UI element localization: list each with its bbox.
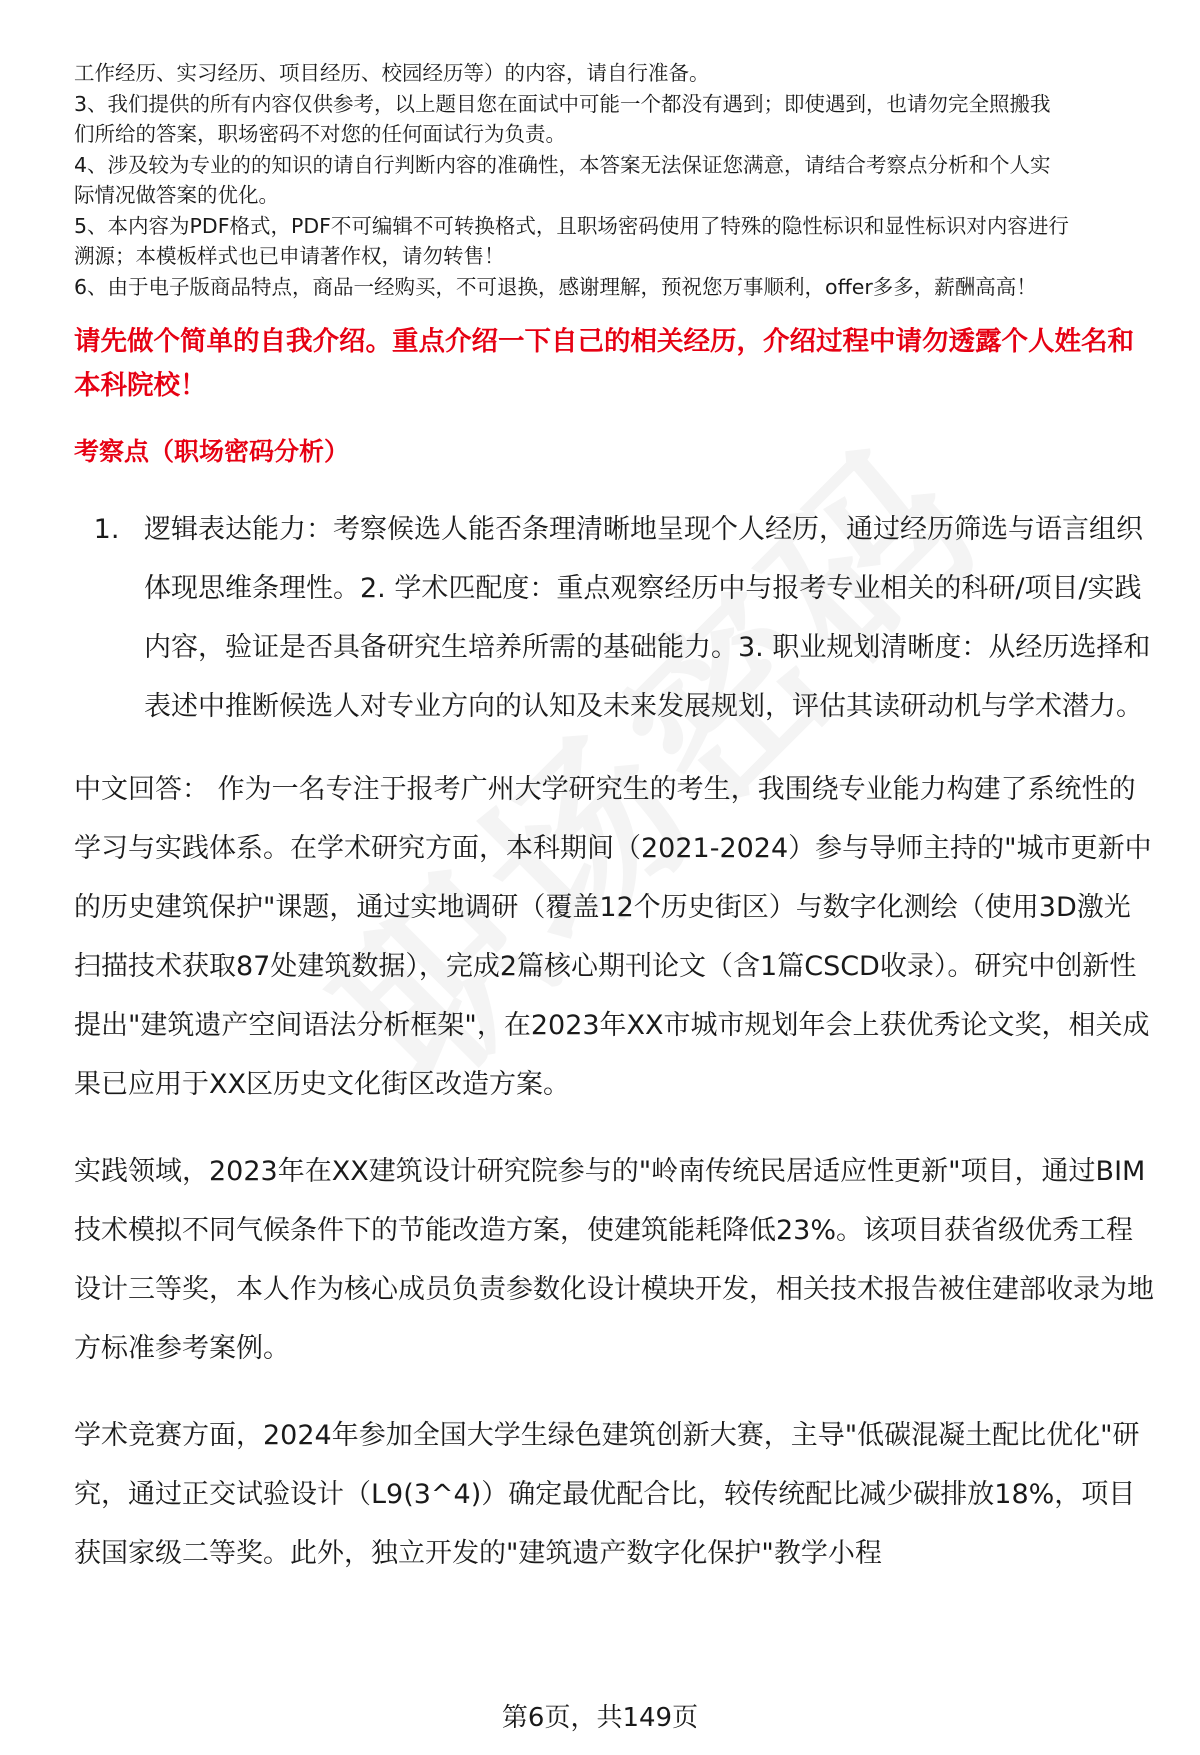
notice-line: 6、由于电子版商品特点，商品一经购买，不可退换，感谢理解，预祝您万事顺利，offer多多，薪酬高高！ — [74, 274, 1037, 299]
notice-line: 际情况做答案的优化。 — [74, 183, 279, 207]
notice-block — [74, 58, 1156, 302]
notice-line: 工作经历、实习经历、项目经历、校园经历等）的内容，请自行准备。 — [74, 61, 710, 85]
notice-line: 5、本内容为PDF格式，PDF不可编辑不可转换格式，且职场密码使用了特殊的隐性标识和显性标识对内容进行 — [74, 213, 1069, 238]
notice-line: 4、涉及较为专业的的知识的请自行判断内容的准确性，本答案无法保证您满意，请结合考察点分析和个人实 — [74, 152, 1051, 177]
notice-line: 溯源；本模板样式也已申请著作权，请勿转售！ — [74, 244, 505, 268]
interview-question: 请先做个简单的自我介绍。重点介绍一下自己的相关经历，介绍过程中请勿透露个人姓名和本科院校！ — [74, 326, 1134, 401]
answer-paragraph: 实践领域，2023年在XX建筑设计研究院参与的"岭南传统民居适应性更新"项目，通过BIM技术模拟不同气候条件下的节能改造方案，使建筑能耗降低23%。该项目获省级优秀工程设计三等奖，本人作为核心成员负责参数化设计模块开发，相关技术报告被住建部收录为地方标准参考案例。 — [74, 1156, 1154, 1364]
analysis-heading: 考察点（职场密码分析） — [74, 437, 350, 466]
analysis-point: 1. 逻辑表达能力：考察候选人能否条理清晰地呈现个人经历，通过经历筛选与语言组织体现思维条理性。2. 学术匹配度：重点观察经历中与报考专业相关的科研/项目/实践内容，验证是否具备研究生培养所需的基础能力。3. 职业规划清晰度：从经历选择和表述中推断候选人对专业方向的认知及未来发展规划，评估其读研动机与学术潜力。 — [128, 500, 1156, 736]
document-page — [74, 58, 1156, 1583]
answer-paragraph: 中文回答： 作为一名专注于报考广州大学研究生的考生，我围绕专业能力构建了系统性的学习与实践体系。在学术研究方面，本科期间（2021-2024）参与导师主持的"城市更新中的历史建筑保护"课题，通过实地调研（覆盖12个历史街区）与数字化测绘（使用3D激光扫描技术获取87处建筑数据），完成2篇核心期刊论文（含1篇CSCD收录）。研究中创新性提出"建筑遗产空间语法分析框架"，在2023年XX市城市规划年会上获优秀论文奖，相关成果已应用于XX区历史文化街区改造方案。 — [74, 774, 1152, 1100]
page-number: 第6页，共149页 — [501, 1703, 699, 1733]
notice-line: 们所给的答案，职场密码不对您的任何面试行为负责。 — [74, 122, 566, 146]
analysis-list — [74, 500, 1156, 736]
notice-line: 3、我们提供的所有内容仅供参考，以上题目您在面试中可能一个都没有遇到；即使遇到，也请勿完全照搬我 — [74, 91, 1051, 116]
answer-paragraph: 学术竞赛方面，2024年参加全国大学生绿色建筑创新大赛，主导"低碳混凝土配比优化"研究，通过正交试验设计（L9(3^4)）确定最优配合比，较传统配比减少碳排放18%，项目获国家级二等奖。此外，独立开发的"建筑遗产数字化保护"教学小程 — [74, 1420, 1140, 1569]
